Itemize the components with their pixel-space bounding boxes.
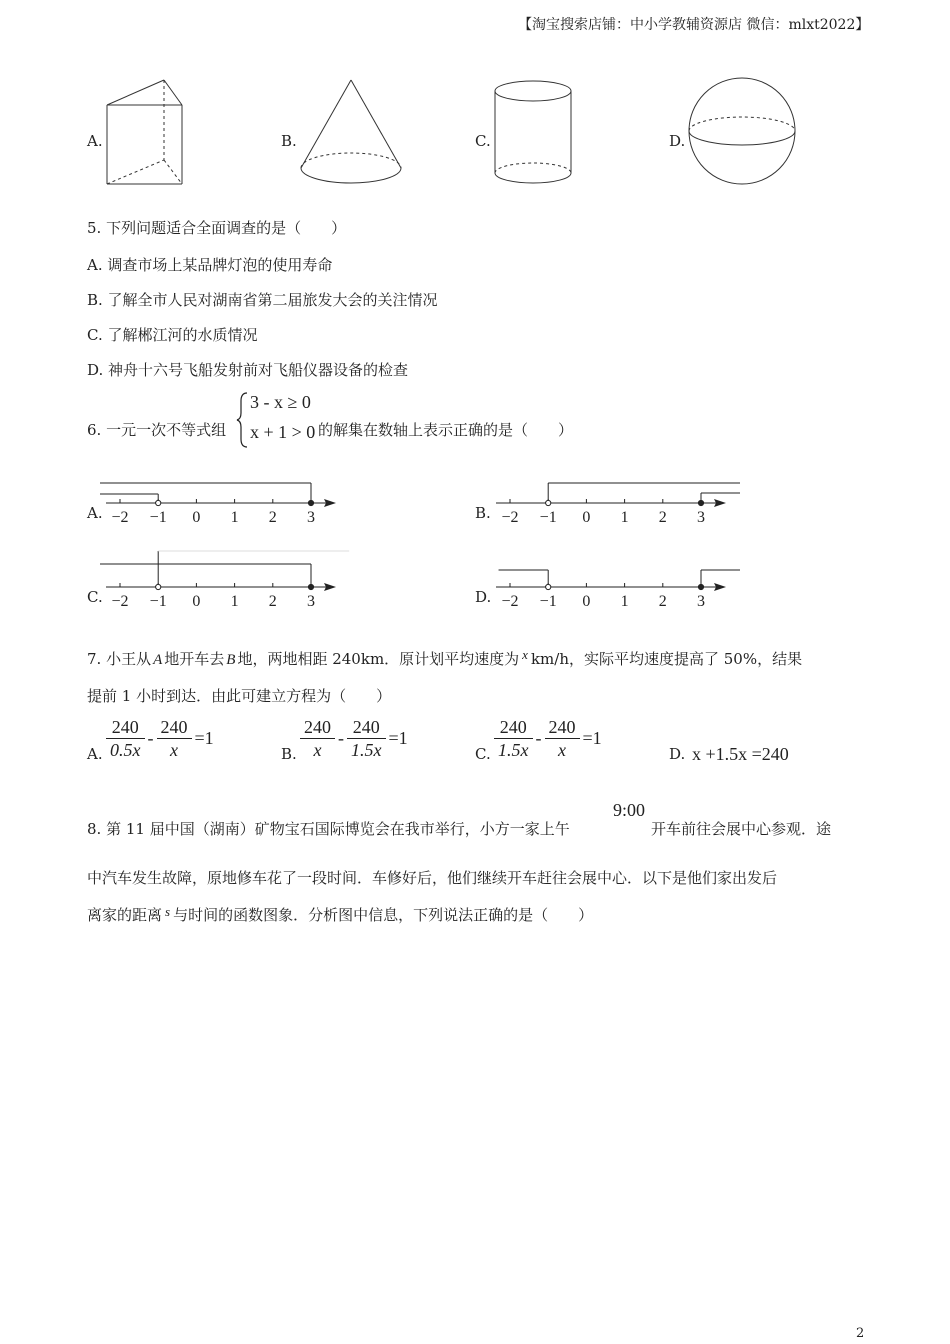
closed-point	[308, 584, 313, 589]
q7-variable-x: x	[522, 647, 528, 662]
q7-point-b: B	[226, 652, 236, 668]
q8-line-2: 中汽车发生故障，原地修车花了一段时间．车修好后，他们继续开车赶往会展中心．以下是他们家出发后	[87, 869, 778, 887]
minus-sign: -	[147, 728, 154, 748]
cone-figure	[296, 74, 406, 189]
fraction-numerator: 240	[157, 716, 192, 739]
q5-stem: 5. 下列问题适合全面调查的是（ ）	[87, 219, 347, 237]
q6-option-c-label: C.	[87, 588, 103, 606]
tick-label: 1	[620, 593, 629, 610]
number-line-d	[490, 550, 740, 612]
q8-variable-s: s	[165, 904, 171, 919]
q4-option-d-label: D.	[669, 132, 686, 150]
q7-line-1	[87, 648, 802, 669]
q7-option-c-label: C.	[475, 745, 491, 763]
tick-label: 2	[658, 509, 667, 526]
fraction-numerator: 240	[545, 716, 580, 739]
q7-option-d-label: D.	[669, 745, 686, 763]
q7-equation-d: x +1.5x =240	[692, 744, 789, 764]
fraction-numerator: 240	[347, 716, 386, 739]
cylinder-figure	[490, 76, 580, 191]
number-line-c	[100, 550, 350, 612]
tick-label: 0	[582, 509, 591, 526]
q7-text-b: 地开车去	[164, 650, 225, 668]
tick-label: 0	[192, 593, 201, 610]
q8-line-1b: 开车前往会展中心参观．途	[651, 820, 832, 838]
sphere-figure	[684, 74, 802, 190]
minus-sign: -	[535, 728, 542, 748]
tick-label: 2	[268, 593, 277, 610]
tick-label: 3	[307, 509, 315, 526]
header-text: 【淘宝搜索店铺：中小学教辅资源店 微信：mlxt2022】	[518, 17, 870, 33]
q6-inequality-2: x + 1 > 0	[250, 422, 316, 442]
q7-point-a: A	[153, 652, 163, 668]
fraction-denominator: x	[558, 740, 566, 760]
equation-rhs: =1	[388, 728, 408, 748]
open-point	[546, 500, 551, 505]
number-line-b	[490, 466, 740, 528]
tick-label: −1	[149, 593, 167, 610]
tick-label: 1	[620, 509, 629, 526]
tick-label: 3	[307, 593, 315, 610]
fraction-denominator: 0.5x	[110, 740, 141, 760]
q7-text-c: 地，两地相距 240km．原计划平均速度为	[237, 650, 520, 668]
q7-text-a: 7. 小王从	[87, 650, 152, 668]
minus-sign: -	[338, 728, 344, 748]
q8-line-1a: 8. 第 11 届中国（湖南）矿物宝石国际博览会在我市举行，小方一家上午	[87, 820, 570, 838]
page-number: 2	[856, 1326, 865, 1341]
open-point	[156, 500, 161, 505]
closed-point	[698, 584, 703, 589]
tick-label: −2	[111, 509, 129, 526]
q7-option-a-label: A.	[87, 745, 103, 763]
tick-label: 0	[582, 593, 591, 610]
q7-text-d: km/h，实际平均速度提高了 50%，结果	[530, 650, 803, 668]
open-point	[156, 584, 161, 589]
q4-option-c-label: C.	[475, 132, 491, 150]
fraction-denominator: 1.5x	[351, 740, 382, 760]
tick-label: 2	[268, 509, 277, 526]
q5-option-c: C. 了解郴江河的水质情况	[87, 326, 258, 344]
q6-stem-prefix: 6. 一元一次不等式组	[87, 421, 227, 439]
q8-text-a: 离家的距离	[87, 906, 163, 924]
q6-option-b-label: B.	[475, 504, 491, 522]
tick-label: −1	[539, 509, 557, 526]
q8-text-b: 与时间的函数图象．分析图中信息，下列说法正确的是（ ）	[173, 906, 594, 924]
triangular-prism-figure	[100, 74, 190, 189]
q7-option-b-label: B.	[281, 745, 297, 763]
q5-option-d: D. 神舟十六号飞船发射前对飞船仪器设备的检查	[87, 361, 409, 379]
tick-label: 0	[192, 509, 201, 526]
q7-equation-b	[300, 716, 411, 761]
q6-inequality-1: 3 - x ≥ 0	[250, 392, 311, 412]
q4-option-a-label: A.	[87, 132, 103, 150]
fraction-denominator: 1.5x	[498, 740, 529, 760]
q7-equation-a	[106, 716, 217, 761]
fraction-denominator: x	[170, 740, 178, 760]
tick-label: 1	[230, 509, 239, 526]
q5-option-b: B. 了解全市人民对湖南省第二届旅发大会的关注情况	[87, 291, 438, 309]
q6-option-d-label: D.	[475, 588, 492, 606]
fraction-denominator: x	[313, 740, 322, 760]
system-brace	[236, 391, 250, 449]
q6-option-a-label: A.	[87, 504, 103, 522]
tick-label: 1	[230, 593, 239, 610]
q4-option-b-label: B.	[281, 132, 297, 150]
equation-rhs: =1	[194, 728, 214, 748]
fraction-numerator: 240	[106, 716, 145, 739]
tick-label: −2	[501, 593, 519, 610]
tick-label: 2	[658, 593, 667, 610]
open-point	[546, 584, 551, 589]
tick-label: −2	[111, 593, 129, 610]
closed-point	[308, 500, 313, 505]
q5-option-a: A. 调查市场上某品牌灯泡的使用寿命	[87, 256, 333, 274]
tick-label: 3	[697, 509, 705, 526]
tick-label: −2	[501, 509, 519, 526]
q7-equation-c	[494, 716, 605, 761]
tick-label: −1	[149, 509, 167, 526]
q8-line-3	[87, 904, 593, 925]
q6-stem-suffix: 的解集在数轴上表示正确的是（ ）	[318, 421, 574, 439]
q7-line-2: 提前 1 小时到达．由此可建立方程为（ ）	[87, 687, 392, 705]
fraction-numerator: 240	[494, 716, 533, 739]
tick-label: 3	[697, 593, 705, 610]
closed-point	[698, 500, 703, 505]
equation-rhs: =1	[582, 728, 602, 748]
q8-start-time: 9:00	[613, 800, 646, 820]
number-line-a	[100, 466, 350, 528]
fraction-numerator: 240	[300, 716, 335, 739]
tick-label: −1	[539, 593, 557, 610]
